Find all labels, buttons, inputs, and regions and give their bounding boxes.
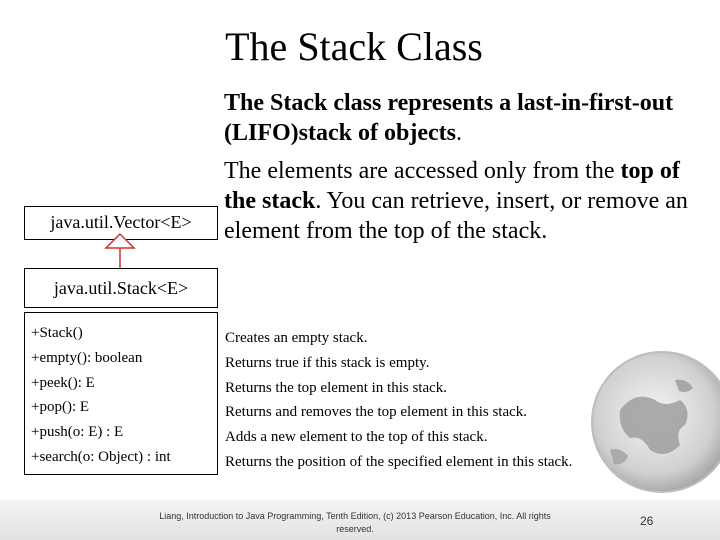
method-signature: +push(o: E) : E — [31, 424, 124, 441]
method-signature: +empty(): boolean — [31, 349, 143, 366]
method-description: Adds a new element to the top of this stack. — [225, 429, 488, 446]
method-description: Returns the position of the specified element in this stack. — [225, 453, 573, 470]
intro-paragraph-1 — [224, 88, 694, 148]
intro-p2-bold: top of the stack — [224, 158, 680, 214]
intro-paragraph-2 — [224, 156, 694, 246]
globe-icon — [580, 340, 720, 500]
method-description: Returns true if this stack is empty. — [225, 354, 430, 371]
method-description: Creates an empty stack. — [225, 330, 368, 346]
stack-class-name: java.util.Stack<E> — [53, 278, 189, 298]
page-number: 26 — [640, 514, 654, 528]
intro-p2-end: . You can retrieve, insert, or remove an element from the top of the stack. — [224, 188, 688, 244]
slide-title-text: The Stack Class — [225, 24, 483, 69]
footer-citation: Liang, Introduction to Java Programming, Tenth Edition, (c) 2013 Pearson Education, Inc. All rights reserved. — [159, 511, 551, 534]
method-signature: +pop(): E — [31, 399, 90, 416]
vector-class-name: java.util.Vector<E> — [50, 212, 192, 232]
intro-p1-end: . — [455, 120, 462, 146]
intro-p2-start: The elements are accessed only from the — [224, 158, 621, 184]
stack-class-box — [24, 268, 218, 308]
method-signature: +peek(): E — [31, 374, 95, 391]
intro-bold-text: The Stack class represents a last-in-first-out (LIFO)stack of objects — [224, 90, 674, 146]
method-signature: +Stack() — [31, 325, 83, 341]
method-descriptions — [225, 326, 572, 475]
method-description: Returns the top element in this stack. — [225, 379, 448, 396]
intro-text — [224, 88, 694, 246]
method-signature: +search(o: Object) : int — [31, 448, 171, 465]
slide-title — [0, 24, 720, 70]
stack-methods-box — [24, 312, 218, 475]
inheritance-arrow-icon — [100, 232, 140, 270]
method-description: Returns and removes the top element in this stack. — [225, 404, 528, 421]
